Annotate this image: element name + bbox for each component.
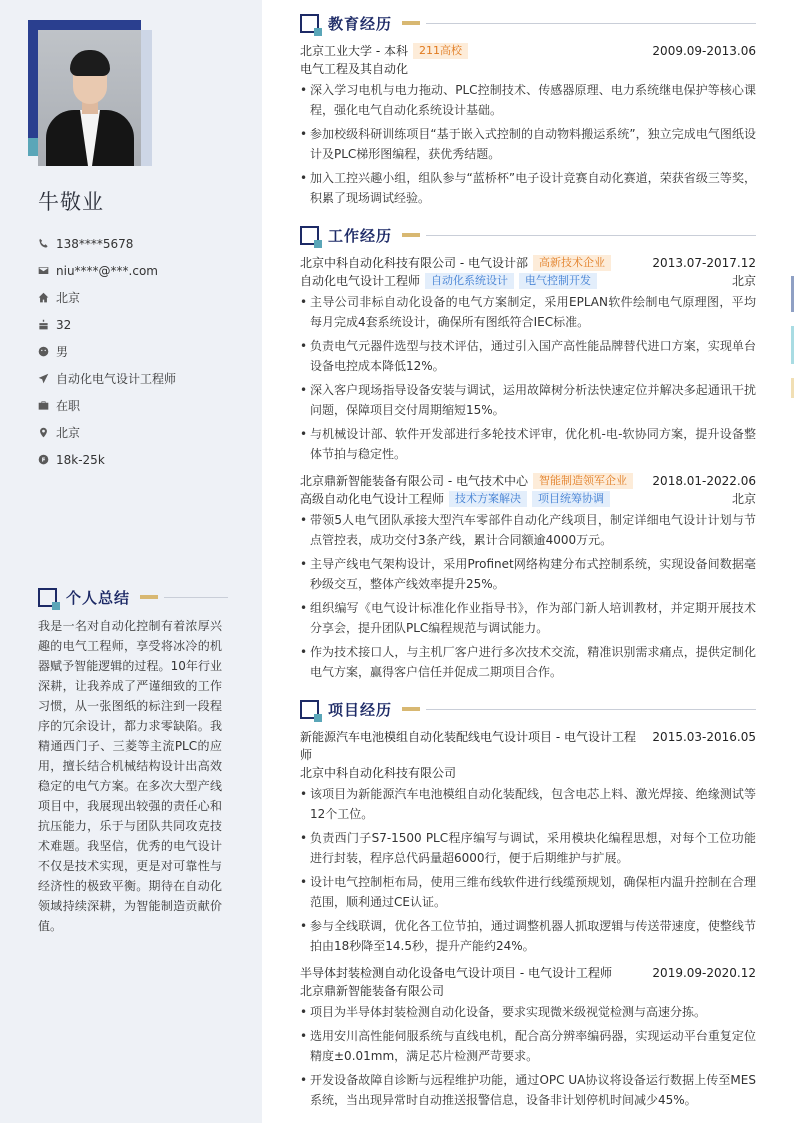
section-square-icon	[300, 226, 319, 245]
list-item: • 作为技术接口人，与主机厂客户进行多次技术交流，精准识别需求痛点，提供定制化电气方案，赢得客户信任并促成二期项目合作。	[300, 642, 756, 682]
list-item: • 加入工控兴趣小组，组队参与“蓝桥杯”电子设计竞赛自动化赛道，荣获省级三等奖，积累了现场调试经验。	[300, 168, 756, 208]
project-title: 项目经历	[328, 700, 393, 719]
list-item: • 项目为半导体封装检测自动化设备，要求实现微米级视觉检测与高速分拣。	[300, 1002, 756, 1022]
gender-icon	[38, 346, 49, 357]
main-content	[300, 12, 756, 1123]
major: 电气工程及其自动化	[300, 62, 409, 76]
send-icon	[38, 373, 49, 384]
education-bullets	[300, 80, 756, 208]
education-header	[300, 12, 756, 34]
info-phone: 138****5678	[38, 230, 176, 257]
home-icon	[38, 292, 49, 303]
phone-icon	[38, 238, 49, 249]
job-period: 2018.01-2022.06	[652, 474, 756, 488]
info-email: niu****@***.com	[38, 257, 176, 284]
list-item: • 与机械设计部、软件开发部进行多轮技术评审，优化机-电-软协同方案，提升设备整体节拍与稳定性。	[300, 424, 756, 464]
job-position: 高级自动化电气设计工程师	[300, 492, 445, 506]
contact-info-list	[38, 230, 176, 473]
school-tag: 211高校	[413, 43, 468, 59]
section-square-icon	[38, 588, 57, 607]
company-name: 北京中科自动化科技有限公司 - 电气设计部	[300, 256, 528, 270]
job-entry	[300, 472, 756, 682]
work-title: 工作经历	[328, 226, 393, 245]
work-header	[300, 224, 756, 246]
list-item: • 该项目为新能源汽车电池模组自动化装配线，包含电芯上料、激光焊接、绝缘测试等12个工位。	[300, 784, 756, 824]
job-city: 北京	[731, 274, 756, 288]
list-item: • 开发设备故障自诊断与远程维护功能，通过OPC UA协议将设备运行数据上传至MES系统，当出现异常时自动推送报警信息，设备非计划停机时间减少45%。	[300, 1070, 756, 1110]
skill-tag: 项目统筹协调	[532, 491, 610, 507]
info-status: 在职	[38, 392, 176, 419]
project-section	[300, 698, 756, 1110]
summary-title: 个人总结	[66, 588, 131, 607]
profile-photo-frame	[28, 20, 152, 166]
education-section	[300, 12, 756, 208]
education-title: 教育经历	[328, 14, 393, 33]
project-company: 北京中科自动化科技有限公司	[300, 766, 457, 780]
skill-tag: 自动化系统设计	[425, 273, 514, 289]
company-tag: 智能制造领军企业	[533, 473, 633, 489]
education-period: 2009.09-2013.06	[652, 44, 756, 58]
section-square-icon	[300, 14, 319, 33]
list-item: • 组织编写《电气设计标准化作业指导书》，作为部门新人培训教材，并定期开展技术分享会，提升团队PLC编程规范与调试能力。	[300, 598, 756, 638]
summary-text: 我是一名对自动化控制有着浓厚兴趣的电气工程师，享受将冰冷的机器赋予智能逻辑的过程。10年行业深耕，让我养成了严谨细致的工作习惯，从一张图纸的标注到一段程序的冗余设计，都力求零缺陷。我精通西门子、三菱等主流PLC的应用，擅长结合机械结构设计出高效稳定的电气方案。在多次大型产线项目中，我展现出较强的责任心和抗压能力，乐于与团队共同攻克技术难题。我坚信，优秀的电气设计不仅是技术实现，更是对可靠性与经济性的极致平衡。期待在自动化领域持续深耕，为智能制造贡献价值。	[38, 619, 222, 933]
project-entry	[300, 964, 756, 1110]
info-residence: 北京	[38, 284, 176, 311]
school-name: 北京工业大学 - 本科	[300, 44, 408, 58]
project-company: 北京鼎新智能装备有限公司	[300, 984, 445, 998]
list-item: • 带领5人电气团队承接大型汽车零部件自动化产线项目，制定详细电气设计计划与节点管控表，成功交付3条产线，累计合同额逾4000万元。	[300, 510, 756, 550]
sidebar	[0, 0, 262, 1123]
skill-tag: 电气控制开发	[519, 273, 597, 289]
job-period: 2013.07-2017.12	[652, 256, 756, 270]
project-bullets	[300, 1002, 756, 1110]
mail-icon	[38, 265, 49, 276]
info-salary: 18k-25k	[38, 446, 176, 473]
job-bullets	[300, 292, 756, 464]
list-item: • 主导公司非标自动化设备的电气方案制定，采用EPLAN软件绘制电气原理图，平均每月完成4套系统设计，确保所有图纸符合IEC标准。	[300, 292, 756, 332]
briefcase-icon	[38, 400, 49, 411]
list-item: • 参与全线联调，优化各工位节拍，通过调整机器人抓取逻辑与传送带速度，使整线节拍由18秒降至14.5秒，提升产能约24%。	[300, 916, 756, 956]
section-square-icon	[300, 700, 319, 719]
candidate-name: 牛敬业	[38, 190, 104, 214]
project-header	[300, 698, 756, 720]
job-city: 北京	[731, 492, 756, 506]
summary-header	[38, 586, 228, 608]
list-item: • 深入学习电机与电力拖动、PLC控制技术、传感器原理、电力系统继电保护等核心课程，强化电气自动化系统设计基础。	[300, 80, 756, 120]
info-target-position: 自动化电气设计工程师	[38, 365, 176, 392]
salary-icon	[38, 454, 49, 465]
cake-icon	[38, 319, 49, 330]
project-name: 新能源汽车电池模组自动化装配线电气设计项目 - 电气设计工程师	[300, 730, 636, 762]
info-location: 北京	[38, 419, 176, 446]
list-item: • 深入客户现场指导设备安装与调试，运用故障树分析法快速定位并解决多起通讯干扰问题，保障项目交付周期缩短15%。	[300, 380, 756, 420]
list-item: • 负责西门子S7-1500 PLC程序编写与调试，采用模块化编程思想，对每个工位功能进行封装，程序总代码量超6000行，便于后期维护与扩展。	[300, 828, 756, 868]
info-gender: 男	[38, 338, 176, 365]
job-entry	[300, 254, 756, 464]
company-name: 北京鼎新智能装备有限公司 - 电气技术中心	[300, 474, 528, 488]
project-period: 2015.03-2016.05	[652, 730, 756, 744]
project-bullets	[300, 784, 756, 956]
job-position: 自动化电气设计工程师	[300, 274, 421, 288]
list-item: • 设计电气控制柜布局，使用三维布线软件进行线缆预规划，确保柜内温升控制在合理范围，顺利通过CE认证。	[300, 872, 756, 912]
project-period: 2019.09-2020.12	[652, 966, 756, 980]
company-tag: 高新技术企业	[533, 255, 611, 271]
work-section	[300, 224, 756, 682]
info-age: 32	[38, 311, 176, 338]
list-item: • 参加校级科研训练项目“基于嵌入式控制的自动物料搬运系统”，独立完成电气图纸设计及PLC梯形图编程，获优秀结题。	[300, 124, 756, 164]
list-item: • 负责电气元器件选型与技术评估，通过引入国产高性能品牌替代进口方案，实现单台设备电控成本降低12%。	[300, 336, 756, 376]
list-item: • 主导产线电气架构设计，采用Profinet网络构建分布式控制系统，实现设备间数据毫秒级交互，整体产线效率提升25%。	[300, 554, 756, 594]
skill-tag: 技术方案解决	[449, 491, 527, 507]
project-entry	[300, 728, 756, 956]
education-entry	[300, 42, 756, 208]
list-item: • 选用安川高性能伺服系统与直线电机，配合高分辨率编码器，实现运动平台重复定位精度±0.01mm，满足芯片检测严苛要求。	[300, 1026, 756, 1066]
profile-photo	[38, 30, 141, 166]
job-bullets	[300, 510, 756, 682]
location-icon	[38, 427, 49, 438]
project-name: 半导体封装检测自动化设备电气设计项目 - 电气设计工程师	[300, 966, 612, 980]
